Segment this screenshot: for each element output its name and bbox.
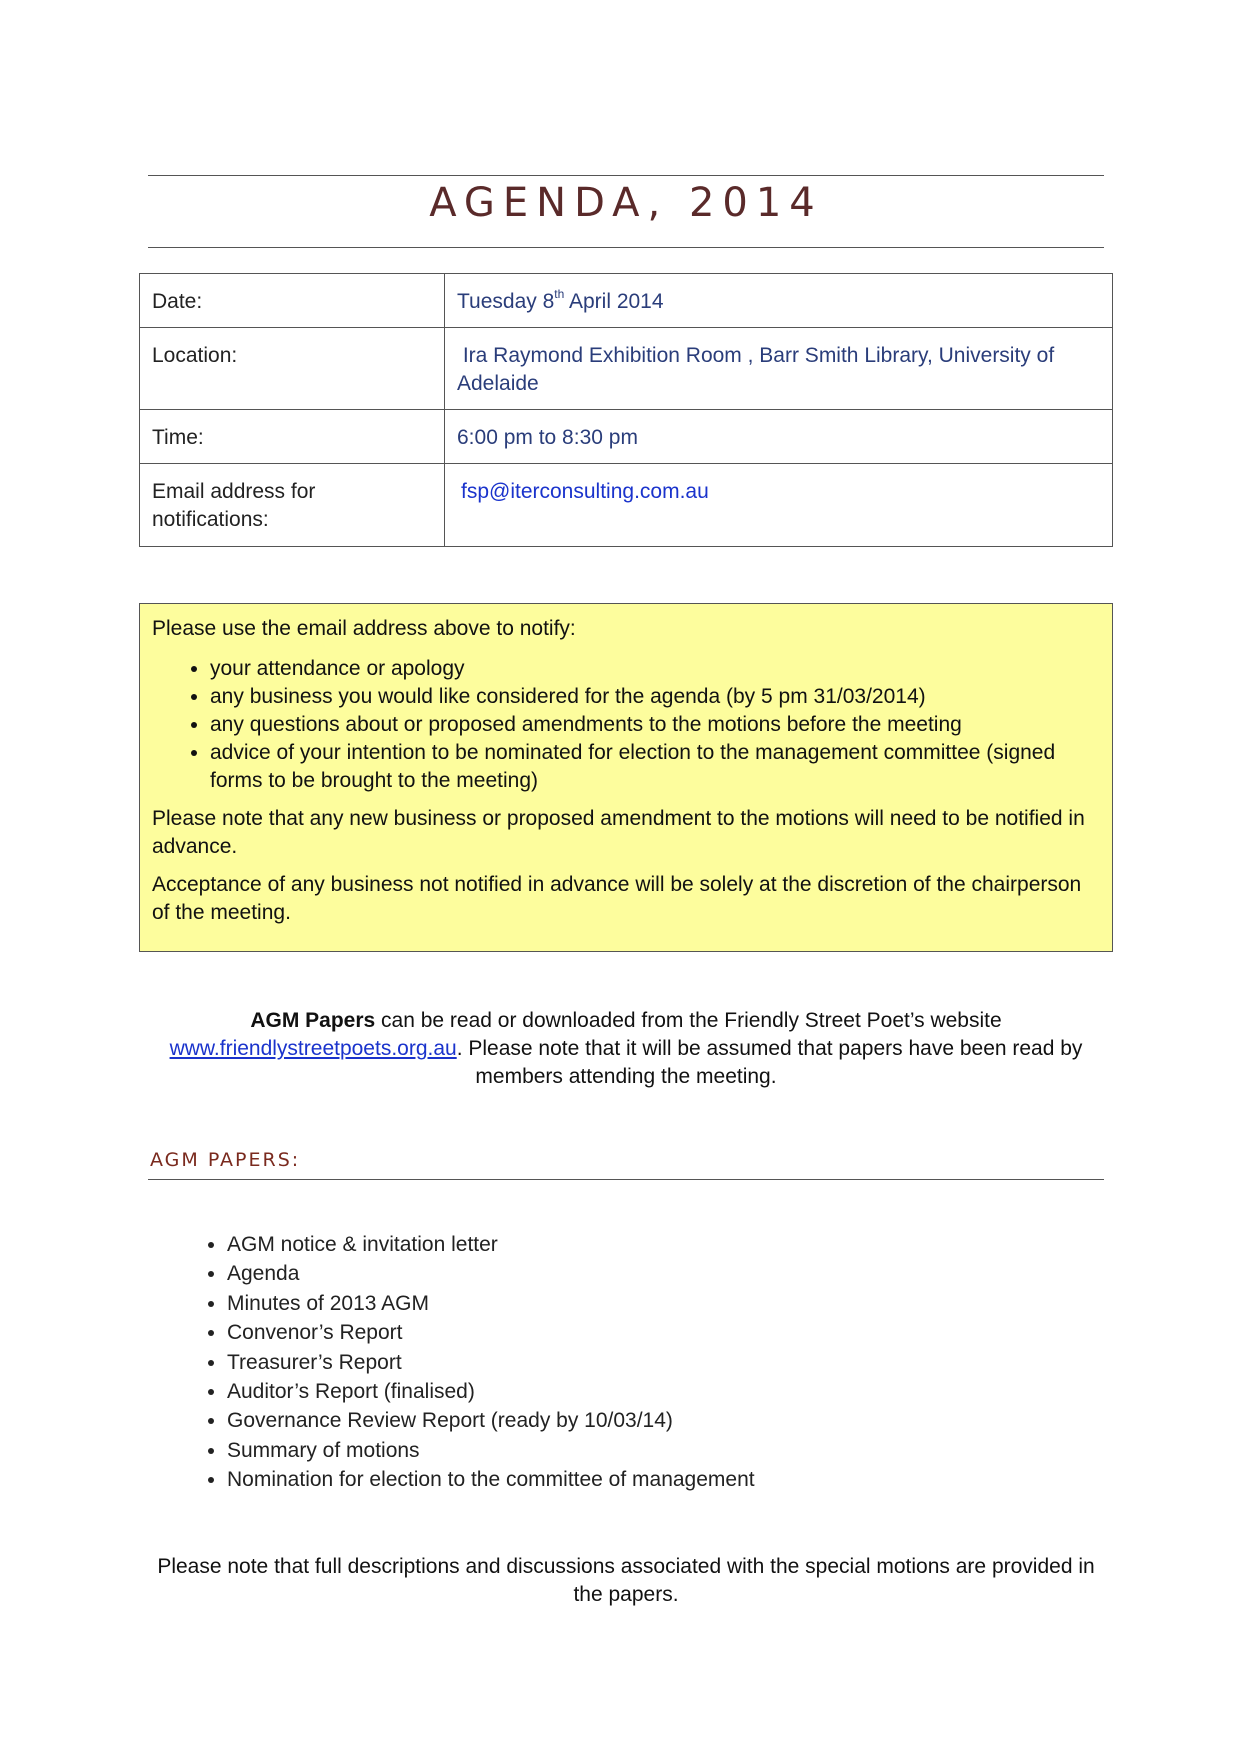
notice-item: • any questions about or proposed amendments to the motions before the meeting: [210, 711, 1100, 739]
paper-item: • Convenor’s Report: [227, 1318, 755, 1347]
location-row: [140, 328, 1113, 410]
notice-note-advance: Please note that any new business or proposed amendment to the motions will need to be notified in advance.: [152, 807, 1085, 858]
date-value: [445, 274, 1113, 328]
email-link[interactable]: fsp@iterconsulting.com.au: [461, 480, 709, 503]
meeting-details-table: [139, 273, 1113, 547]
agm-papers-heading: AGM PAPERS:: [150, 1149, 301, 1171]
agm-papers-list: [148, 1230, 755, 1495]
time-row: [140, 410, 1113, 464]
agm-papers-note: . Please note that it will be assumed that papers have been read by members attending the meeting.: [456, 1037, 1083, 1088]
email-row: [140, 464, 1113, 547]
notice-item: • advice of your intention to be nominated for election to the management committee (signed forms to be brought to the meeting): [210, 739, 1100, 795]
title-bottom-rule: [148, 247, 1104, 248]
paper-item: • Treasurer’s Report: [227, 1348, 755, 1377]
agm-papers-bold: AGM Papers: [250, 1009, 376, 1032]
paper-item: • Auditor’s Report (finalised): [227, 1377, 755, 1406]
time-label: Time:: [140, 410, 445, 464]
papers-heading-rule: [148, 1179, 1104, 1180]
email-value: [445, 464, 1113, 547]
date-row: [140, 274, 1113, 328]
paper-item: • Minutes of 2013 AGM: [227, 1289, 755, 1318]
agm-papers-text: can be read or downloaded from the Friendly Street Poet’s website: [375, 1009, 1002, 1032]
date-label: Date:: [140, 274, 445, 328]
location-value: Ira Raymond Exhibition Room , Barr Smith Library, University of Adelaide: [445, 328, 1113, 410]
title-top-rule: [148, 175, 1104, 176]
time-value: 6:00 pm to 8:30 pm: [445, 410, 1113, 464]
paper-item: • Governance Review Report (ready by 10/03/14): [227, 1406, 755, 1435]
notice-item: • any business you would like considered for the agenda (by 5 pm 31/03/2014): [210, 683, 1100, 711]
notification-box: [139, 603, 1113, 952]
paper-item: • Summary of motions: [227, 1436, 755, 1465]
date-value-day: Tuesday 8: [457, 290, 555, 313]
paper-item: • Agenda: [227, 1259, 755, 1288]
email-label: Email address for notifications:: [140, 464, 445, 547]
notice-intro: Please use the email address above to notify:: [152, 617, 576, 640]
notice-item: • your attendance or apology: [210, 655, 1100, 683]
paper-item: • Nomination for election to the committee of management: [227, 1465, 755, 1494]
notice-list: [152, 655, 1100, 795]
agm-papers-paragraph: [148, 1007, 1104, 1091]
date-value-month-year: April 2014: [564, 290, 664, 313]
website-link[interactable]: www.friendlystreetpoets.org.au: [169, 1037, 457, 1060]
date-value-ordinal: th: [554, 287, 565, 301]
closing-note: Please note that full descriptions and discussions associated with the special motions are provided in the papers.: [157, 1555, 1095, 1606]
page-title: AGENDA, 2014: [429, 180, 823, 226]
notice-note-discretion: Acceptance of any business not notified in advance will be solely at the discretion of the chairperson of the meeting.: [152, 873, 1082, 924]
location-label: Location:: [140, 328, 445, 410]
paper-item: • AGM notice & invitation letter: [227, 1230, 755, 1259]
